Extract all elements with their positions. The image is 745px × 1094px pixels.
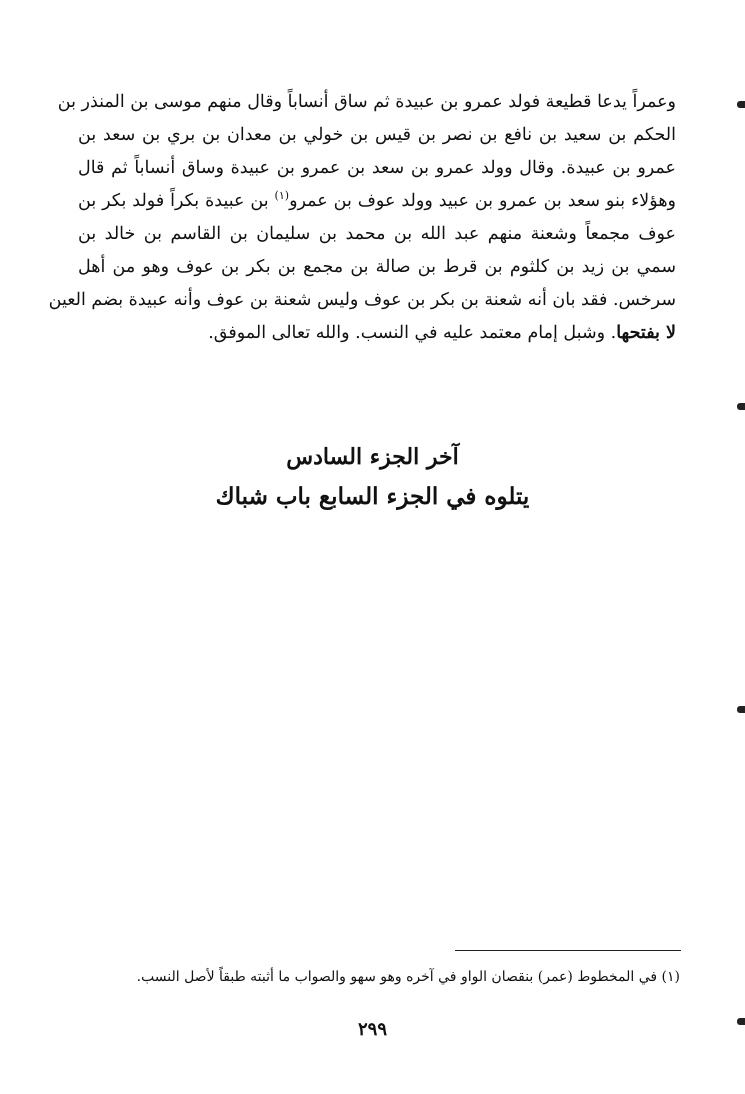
- footnote-marker: (١): [274, 189, 290, 203]
- text-line-8-rest: . وشبل إمام معتمد عليه في النسب. والله تعالى الموفق.: [208, 323, 617, 343]
- next-part-heading: يتلوه في الجزء السابع باب شباك: [215, 483, 530, 510]
- scan-edge-mark: [737, 706, 745, 713]
- text-line-2: الحكم بن سعيد بن نافع بن نصر بن قيس بن خولي بن معدان بن بري بن سعد بن: [78, 125, 676, 145]
- text-line-5: عوف مجمعاً وشعنة منهم عبد الله بن محمد بن سليمان بن القاسم بن خالد بن: [78, 224, 676, 244]
- text-line-3: عمرو بن عبيدة. وقال وولد عمرو بن سعد بن عمرو بن عبيدة وساق أنساباً ثم قال: [78, 158, 676, 178]
- page-number: ٢٩٩: [357, 1019, 387, 1040]
- text-line-8: [78, 317, 676, 350]
- footnote-divider: [455, 950, 681, 951]
- text-line-6: سمي بن زيد بن كلثوم بن قرط بن صالة بن مجمع بن بكر بن عوف وهو من أهل: [78, 257, 676, 277]
- scan-edge-mark: [737, 101, 745, 108]
- text-line-4-end: بن عبيدة بكراً فولد بكر بن: [78, 191, 275, 211]
- footnote: [136, 964, 680, 990]
- scan-edge-mark: [737, 403, 745, 410]
- footnote-line-1: (١) في المخطوط (عمر) بنقصان الواو في آخره وهو سهو والصواب ما أثبته طبقاً لأصل النسب.: [136, 969, 680, 985]
- bold-phrase: لا بفتحها: [616, 323, 676, 343]
- scan-edge-mark: [737, 1018, 745, 1025]
- text-line-4: [78, 185, 676, 218]
- end-of-part-heading: آخر الجزء السادس: [286, 444, 459, 470]
- text-line-1: وعمراً يدعا قطيعة فولد عمرو بن عبيدة ثم ساق أنساباً وقال منهم موسى بن المنذر بن: [57, 92, 676, 112]
- text-line-7: سرخس. فقد بان أنه شعنة بن بكر بن عوف وليس شعنة بن عوف وأنه عبيدة بضم العين: [48, 290, 676, 310]
- main-text-block: [48, 86, 676, 350]
- text-line-4-start: وهؤلاء بنو سعد بن عمرو بن عبيد وولد عوف بن عمرو: [289, 191, 676, 211]
